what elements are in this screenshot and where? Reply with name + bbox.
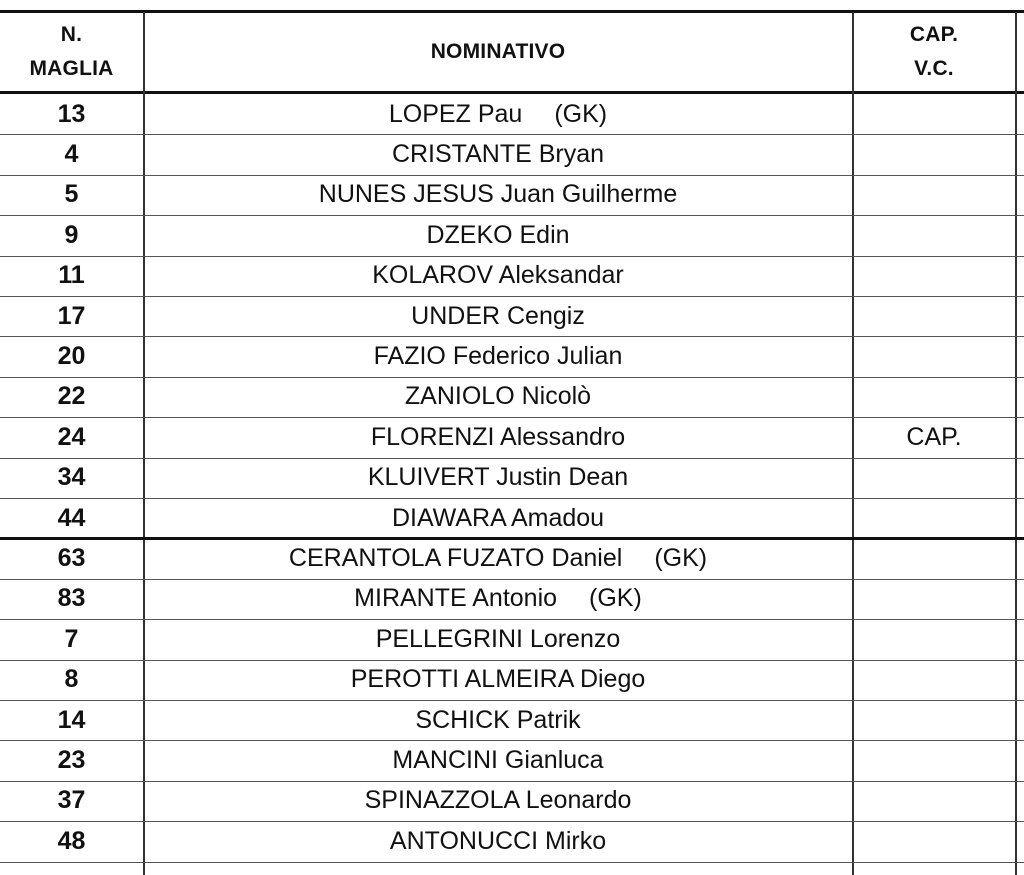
player-name-cell <box>144 659 852 699</box>
player-name: ZANIOLO Nicolò <box>404 382 592 411</box>
section-divider <box>0 537 1024 540</box>
table-row <box>0 781 1024 821</box>
goalkeeper-tag: (GK) <box>554 99 608 128</box>
player-name: ANTONUCCI Mirko <box>389 826 607 855</box>
captain-cell <box>853 336 1015 376</box>
player-name-cell <box>144 336 852 376</box>
player-name: PEROTTI ALMEIRA Diego <box>350 665 646 694</box>
player-name: FLORENZI Alessandro <box>370 422 626 451</box>
header-name-label: NOMINATIVO <box>430 40 566 63</box>
jersey-number: 5 <box>64 180 79 209</box>
header-cap-line2: V.C. <box>914 57 954 80</box>
row-divider <box>0 458 1024 459</box>
row-divider <box>0 740 1024 741</box>
player-name-cell <box>144 175 852 215</box>
captain-cell <box>853 256 1015 296</box>
table-row <box>0 175 1024 215</box>
captain-cell <box>853 134 1015 174</box>
jersey-number: 20 <box>57 342 86 371</box>
captain-cell <box>853 458 1015 498</box>
player-name: DZEKO Edin <box>426 220 570 249</box>
player-name: MANCINI Gianluca <box>392 745 604 774</box>
table-row <box>0 94 1024 134</box>
table-row <box>0 377 1024 417</box>
player-name-cell <box>144 134 852 174</box>
captain-cell <box>853 377 1015 417</box>
row-divider <box>0 134 1024 135</box>
player-name-cell <box>144 781 852 821</box>
table-row <box>0 498 1024 538</box>
jersey-number: 13 <box>57 99 86 128</box>
captain-cell <box>853 498 1015 538</box>
player-name: FAZIO Federico Julian <box>373 342 623 371</box>
player-name-cell <box>144 377 852 417</box>
row-divider <box>0 215 1024 216</box>
captain-cell <box>853 781 1015 821</box>
player-name: PELLEGRINI Lorenzo <box>375 624 621 653</box>
player-name: LOPEZ Pau <box>388 99 523 128</box>
jersey-number: 11 <box>58 261 85 290</box>
player-name-cell <box>144 821 852 861</box>
goalkeeper-tag: (GK) <box>589 584 642 613</box>
jersey-number: 17 <box>57 301 86 330</box>
player-name-cell <box>144 215 852 255</box>
captain-cell <box>853 215 1015 255</box>
jersey-number: 34 <box>57 463 86 492</box>
table-row <box>0 134 1024 174</box>
player-name: CERANTOLA FUZATO Daniel <box>288 543 623 572</box>
row-divider <box>0 336 1024 337</box>
row-divider <box>0 417 1024 418</box>
table-row <box>0 821 1024 861</box>
player-name-cell <box>144 740 852 780</box>
row-divider <box>0 781 1024 782</box>
jersey-number: 37 <box>57 786 86 815</box>
captain-cell <box>853 659 1015 699</box>
jersey-number: 44 <box>57 503 86 532</box>
header-cap-line1: CAP. <box>909 23 959 46</box>
player-name: SCHICK Patrik <box>415 705 581 734</box>
row-divider <box>0 579 1024 580</box>
captain-cell <box>853 94 1015 134</box>
table-row <box>0 659 1024 699</box>
table-row <box>0 215 1024 255</box>
captain-cell <box>853 700 1015 740</box>
jersey-number: 9 <box>64 220 79 249</box>
player-name-cell <box>144 498 852 538</box>
player-name-cell <box>144 700 852 740</box>
header-jersey-number <box>0 12 143 92</box>
jersey-number: 23 <box>57 745 86 774</box>
player-name-cell <box>144 296 852 336</box>
player-name-cell <box>144 579 852 619</box>
captain-cell <box>853 619 1015 659</box>
jersey-number: 83 <box>57 584 86 613</box>
header-captain <box>853 12 1015 92</box>
table-row <box>0 579 1024 619</box>
row-divider <box>0 862 1024 863</box>
jersey-number: 63 <box>57 543 86 572</box>
captain-cell <box>853 296 1015 336</box>
jersey-number: 22 <box>57 382 86 411</box>
player-name-cell <box>144 256 852 296</box>
captain-cell <box>853 538 1015 578</box>
player-name: UNDER Cengiz <box>411 301 585 330</box>
header-player-name <box>144 12 852 92</box>
table-row <box>0 336 1024 376</box>
captain-cell: CAP. <box>906 422 962 451</box>
table-row <box>0 538 1024 578</box>
table-row <box>0 619 1024 659</box>
table-row <box>0 296 1024 336</box>
row-divider <box>0 660 1024 661</box>
row-divider <box>0 700 1024 701</box>
captain-cell <box>853 821 1015 861</box>
table-row <box>0 458 1024 498</box>
player-name-cell <box>144 538 852 578</box>
row-divider <box>0 498 1024 499</box>
player-name: KOLAROV Aleksandar <box>372 261 624 290</box>
row-divider <box>0 377 1024 378</box>
captain-cell <box>853 175 1015 215</box>
jersey-number: 24 <box>57 422 86 451</box>
table-row <box>0 700 1024 740</box>
captain-cell <box>853 579 1015 619</box>
table-row <box>0 256 1024 296</box>
player-name-cell <box>144 619 852 659</box>
player-name-cell <box>144 458 852 498</box>
player-name: KLUIVERT Justin Dean <box>367 463 629 492</box>
header-num-line2: MAGLIA <box>29 57 114 80</box>
row-divider <box>0 296 1024 297</box>
player-name: CRISTANTE Bryan <box>391 140 605 169</box>
player-name: NUNES JESUS Juan Guilherme <box>318 180 678 209</box>
row-divider <box>0 821 1024 822</box>
jersey-number: 14 <box>57 705 86 734</box>
jersey-number: 8 <box>64 665 79 694</box>
jersey-number: 7 <box>64 624 79 653</box>
captain-cell <box>853 740 1015 780</box>
row-divider <box>0 256 1024 257</box>
jersey-number: 4 <box>64 140 79 169</box>
player-name: SPINAZZOLA Leonardo <box>364 786 632 815</box>
player-name-cell <box>144 417 852 457</box>
header-num-line1: N. <box>60 23 83 46</box>
player-name: DIAWARA Amadou <box>391 503 605 532</box>
player-table-body <box>0 94 1024 861</box>
row-divider <box>0 619 1024 620</box>
table-row <box>0 740 1024 780</box>
row-divider <box>0 175 1024 176</box>
table-row <box>0 417 1024 457</box>
goalkeeper-tag: (GK) <box>654 543 708 572</box>
player-name-cell <box>144 94 852 134</box>
jersey-number: 48 <box>57 826 86 855</box>
player-name: MIRANTE Antonio <box>354 584 558 613</box>
